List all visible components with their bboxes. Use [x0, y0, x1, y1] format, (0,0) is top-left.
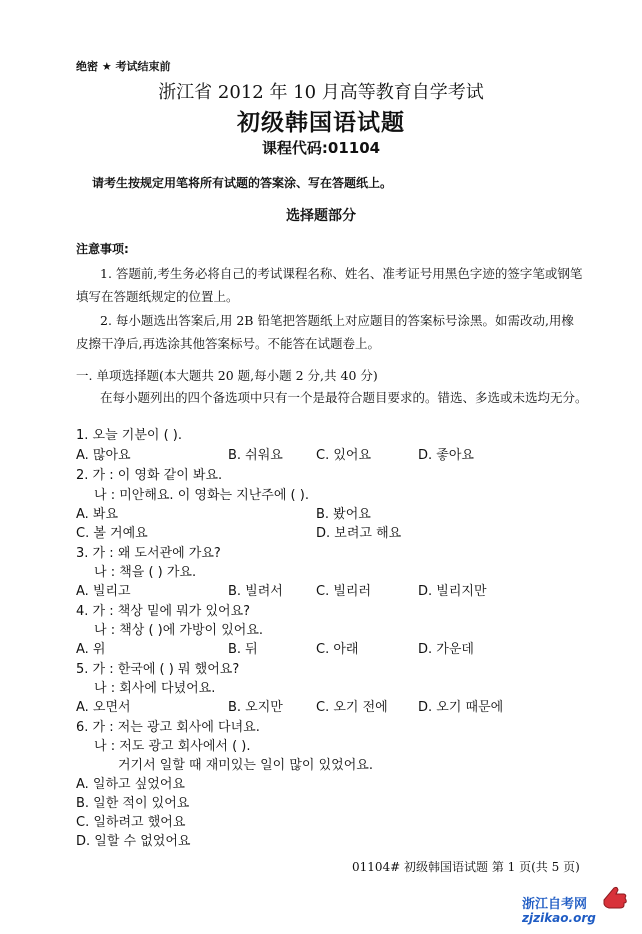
- question-6-option-d: D. 일할 수 없었어요: [76, 834, 191, 849]
- note-item-1-line-1: 1. 答题前,考生务必将自己的考试课程名称、姓名、准考证号用黑色字迹的签字笔或钢笔: [100, 266, 583, 281]
- part-one-subheader: 在每小题列出的四个备选项中只有一个是最符合题目要求的。错选、多选或未选均无分。: [100, 390, 588, 405]
- part-one-header: 一. 单项选择题(本大题共 20 题,每小题 2 分,共 40 分): [76, 368, 378, 383]
- answer-instruction: 请考生按规定用笔将所有试题的答案涂、写在答题纸上。: [92, 176, 393, 190]
- question-4-stem: 4. 가 : 책상 밑에 뭐가 있어요?: [76, 604, 251, 619]
- question-4-stem-2: 나 : 책상 ( )에 가방이 있어요.: [94, 623, 264, 638]
- question-4-option-d: D. 가운데: [418, 642, 474, 657]
- course-code: 课程代码:01104: [261, 139, 381, 157]
- question-1-option-a: A. 많아요: [76, 448, 131, 463]
- notes-title: 注意事项:: [76, 242, 129, 256]
- question-2-stem: 2. 가 : 이 영화 같이 봐요.: [76, 468, 223, 483]
- question-6-option-a: A. 일하고 싶었어요: [76, 777, 185, 792]
- question-5-option-b: B. 오지만: [228, 700, 283, 715]
- question-3-option-a: A. 빌리고: [76, 584, 131, 599]
- note-item-2-line-2: 皮擦干净后,再选涂其他答案标号。不能答在试题卷上。: [76, 336, 380, 351]
- page-footer: 01104# 初级韩国语试题 第 1 页(共 5 页): [352, 860, 580, 874]
- question-2-option-c: C. 볼 거예요: [76, 526, 148, 541]
- question-3-stem-2: 나 : 책을 ( ) 가요.: [94, 565, 197, 580]
- question-5-option-c: C. 오기 전에: [316, 700, 388, 715]
- question-2-option-a: A. 봐요: [76, 507, 119, 522]
- pointing-hand-icon: [600, 882, 630, 912]
- question-6-option-c: C. 일하려고 했어요: [76, 815, 186, 830]
- question-5-option-a: A. 오면서: [76, 700, 131, 715]
- question-1-stem: 1. 오늘 기분이 ( ).: [76, 428, 182, 443]
- question-2-option-d: D. 보려고 해요: [316, 526, 402, 541]
- question-3-option-c: C. 빌리러: [316, 584, 372, 599]
- question-3-option-b: B. 빌려서: [228, 584, 283, 599]
- question-2-stem-2: 나 : 미안해요. 이 영화는 지난주에 ( ).: [94, 488, 309, 503]
- question-1-option-d: D. 좋아요: [418, 448, 474, 463]
- question-4-option-b: B. 뒤: [228, 642, 258, 657]
- site-logo-url: zjzikao.org: [522, 911, 596, 925]
- question-4-option-a: A. 위: [76, 642, 106, 657]
- question-6-option-b: B. 일한 적이 있어요: [76, 796, 190, 811]
- question-5-stem: 5. 가 : 한국에 ( ) 뭐 했어요?: [76, 662, 240, 677]
- question-1-option-b: B. 쉬워요: [228, 448, 283, 463]
- note-item-1-line-2: 填写在答题纸规定的位置上。: [76, 289, 239, 304]
- question-5-option-d: D. 오기 때문에: [418, 700, 504, 715]
- question-6-stem-2: 나 : 저도 광고 회사에서 ( ).: [94, 739, 251, 754]
- question-1-option-c: C. 있어요: [316, 448, 372, 463]
- question-6-stem: 6. 가 : 저는 광고 회사에 다녀요.: [76, 720, 260, 735]
- section-title: 选择题部分: [286, 208, 356, 224]
- question-4-option-c: C. 아래: [316, 642, 359, 657]
- confidential-label: 绝密 ★ 考试结束前: [76, 60, 171, 73]
- question-5-stem-2: 나 : 회사에 다녔어요.: [94, 681, 216, 696]
- question-3-stem: 3. 가 : 왜 도서관에 가요?: [76, 546, 221, 561]
- question-3-option-d: D. 빌리지만: [418, 584, 487, 599]
- question-2-option-b: B. 봤어요: [316, 507, 371, 522]
- question-6-stem-3: 거기서 일할 때 재미있는 일이 많이 있었어요.: [118, 758, 373, 773]
- paper-title: 初级韩国语试题: [237, 110, 405, 136]
- exam-title: 浙江省 2012 年 10 月高等教育自学考试: [158, 82, 484, 103]
- site-logo-name: 浙江自考网: [522, 897, 588, 912]
- note-item-2-line-1: 2. 每小题选出答案后,用 2B 铅笔把答题纸上对应题目的答案标号涂黑。如需改动,用橡: [100, 313, 574, 328]
